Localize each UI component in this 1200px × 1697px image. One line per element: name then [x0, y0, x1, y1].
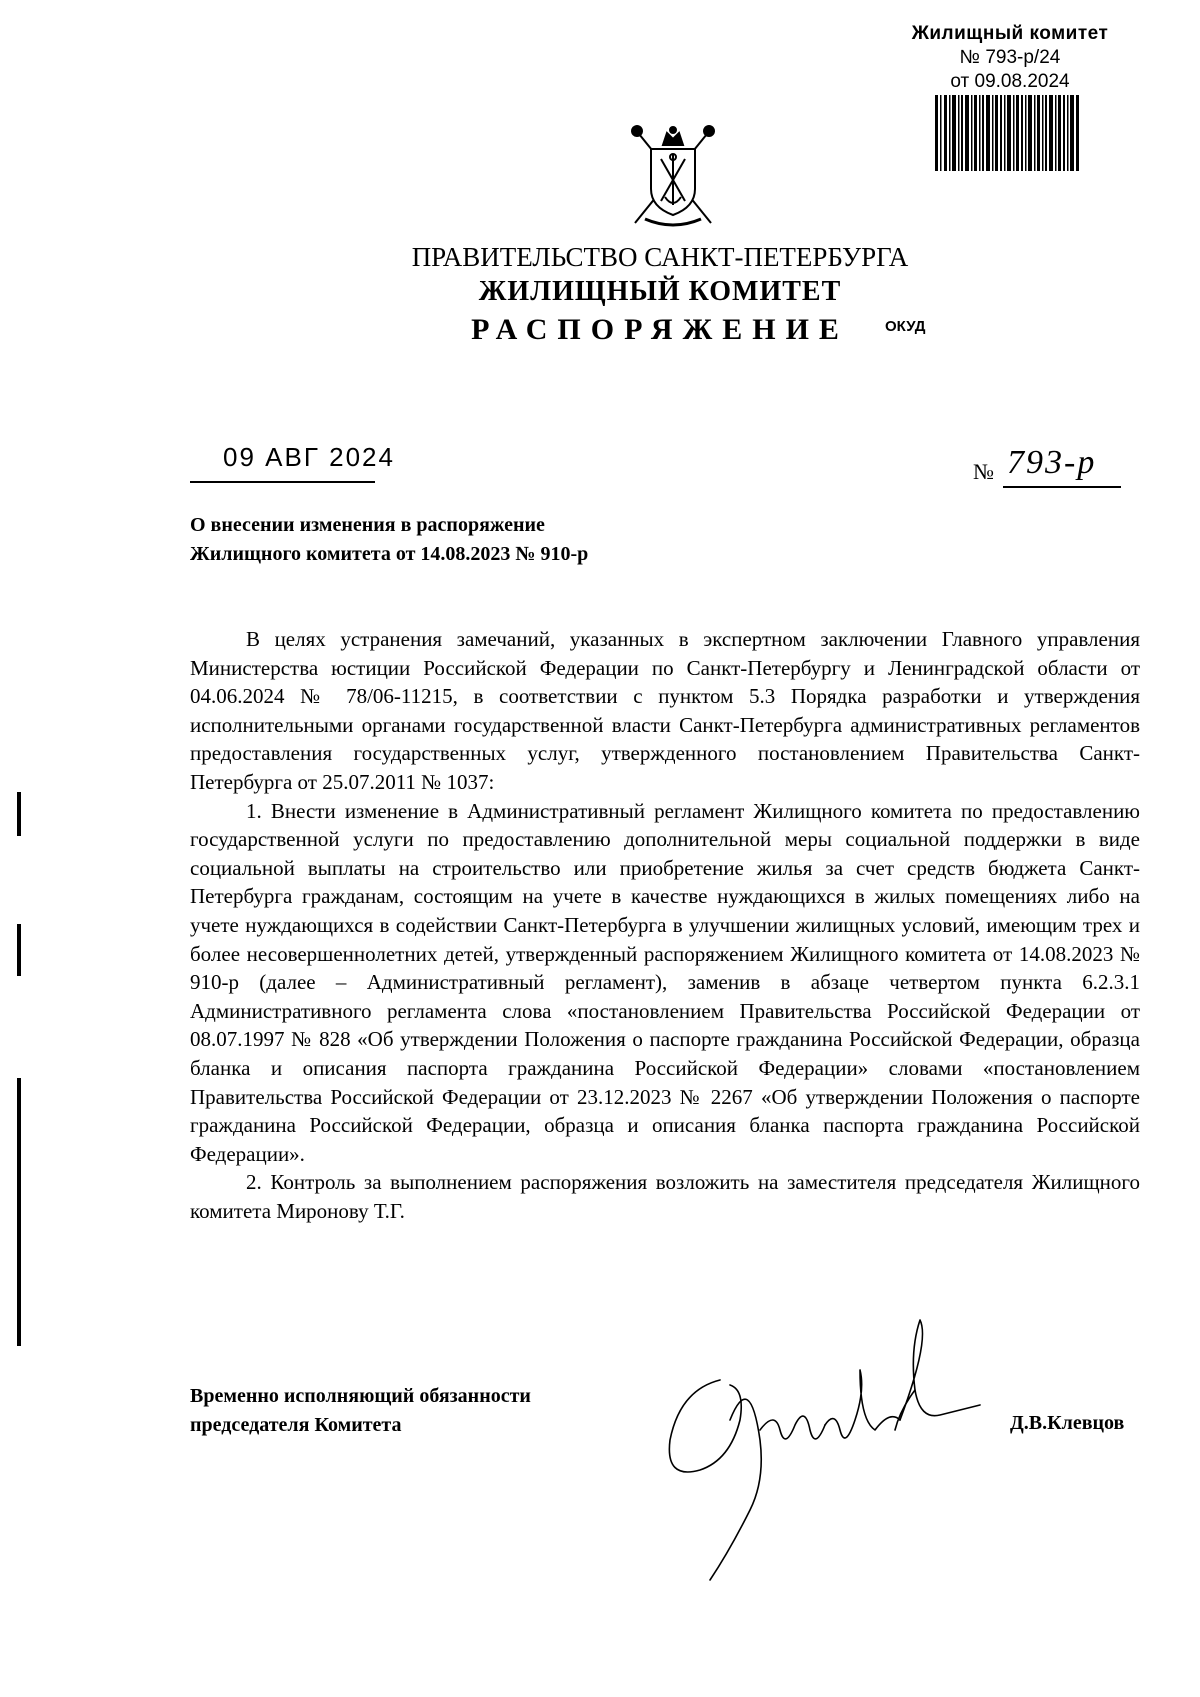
barcode — [935, 95, 1080, 171]
signer-position-line-2: председателя Комитета — [190, 1414, 402, 1436]
coat-of-arms-emblem — [627, 123, 719, 233]
item-1-paragraph: 1. Внести изменение в Административный регламент Жилищного комитета по предоставлению государственной услуги по предоставлению дополнительной меры социальной поддержки в виде социальной выплаты на строительство или приобретение жилья за счет средств бюджета Санкт-Петербурга гражданам, состоящим на учете в качестве нуждающихся в жилых помещениях либо на учете нуждающихся в содействии Санкт-Петербурга в улучшении жилищных условий, имеющим трех и более несовершеннолетних детей, утвержденный распоряжением Жилищного комитета от 14.08.2023 № 910-р (далее – Административный регламент), заменив в абзаце четвертом пункта 6.2.3.1 Административного регламента слова «постановлением Правительства Российской Федерации от 08.07.1997 № 828 «Об утверждении Положения о паспорте гражданина Российской Федерации, образца бланка и описания паспорта гражданина Российской Федерации» словами «постановлением Правительства Российской Федерации от 23.12.2023 № 2267 «Об утверждении Положения о паспорте гражданина Российской Федерации, образца и описания бланка паспорта гражданина Российской Федерации». — [190, 798, 1140, 1166]
signer-position — [190, 1382, 531, 1440]
signer-name: Д.В.Клевцов — [1010, 1412, 1125, 1434]
margin-mark — [17, 924, 21, 976]
okud-label: ОКУД — [885, 318, 926, 335]
item-2-paragraph: 2. Контроль за выполнением распоряжения возложить на заместителя председателя Жилищного комитета Миронову Т.Г. — [190, 1170, 1140, 1223]
document-subject — [190, 511, 588, 569]
committee-title: ЖИЛИЩНЫЙ КОМИТЕТ — [478, 276, 842, 307]
registration-date: 09 АВГ 2024 — [223, 442, 395, 472]
date-underline — [190, 481, 375, 483]
subject-line-2: Жилищного комитета от 14.08.2023 № 910-р — [190, 543, 589, 565]
stamp-date: от 09.08.2024 — [950, 71, 1070, 92]
stamp-number: № 793-р/24 — [959, 47, 1061, 68]
number-underline — [1003, 486, 1121, 488]
document-body — [190, 625, 1140, 1225]
document-type-title: РАСПОРЯЖЕНИЕ — [471, 313, 849, 346]
stamp-committee: Жилищный комитет — [911, 23, 1109, 44]
number-sign: № — [973, 459, 994, 484]
subject-line-1: О внесении изменения в распоряжение — [190, 514, 545, 536]
preamble-paragraph: В целях устранения замечаний, указанных в экспертном заключении Главного управления Министерства юстиции Российской Федерации по Санкт-Петербургу и Ленинградской области от 04.06.2024 № 78/06-11215, в соответствии с пунктом 5.3 Порядка разработки и утверждения исполнительными органами государственной власти Санкт-Петербурга административных регламентов предоставления государственных услуг, утвержденного постановлением Правительства Санкт-Петербурга от 25.07.2011 № 1037: — [190, 627, 1140, 794]
registration-number: 793-р — [1007, 444, 1097, 481]
signer-position-line-1: Временно исполняющий обязанности — [190, 1385, 531, 1407]
margin-mark — [17, 1078, 21, 1346]
handwritten-signature — [660, 1310, 1030, 1590]
margin-mark — [17, 792, 21, 836]
government-title: ПРАВИТЕЛЬСТВО САНКТ-ПЕТЕРБУРГА — [411, 242, 909, 272]
registration-stamp — [900, 22, 1120, 94]
